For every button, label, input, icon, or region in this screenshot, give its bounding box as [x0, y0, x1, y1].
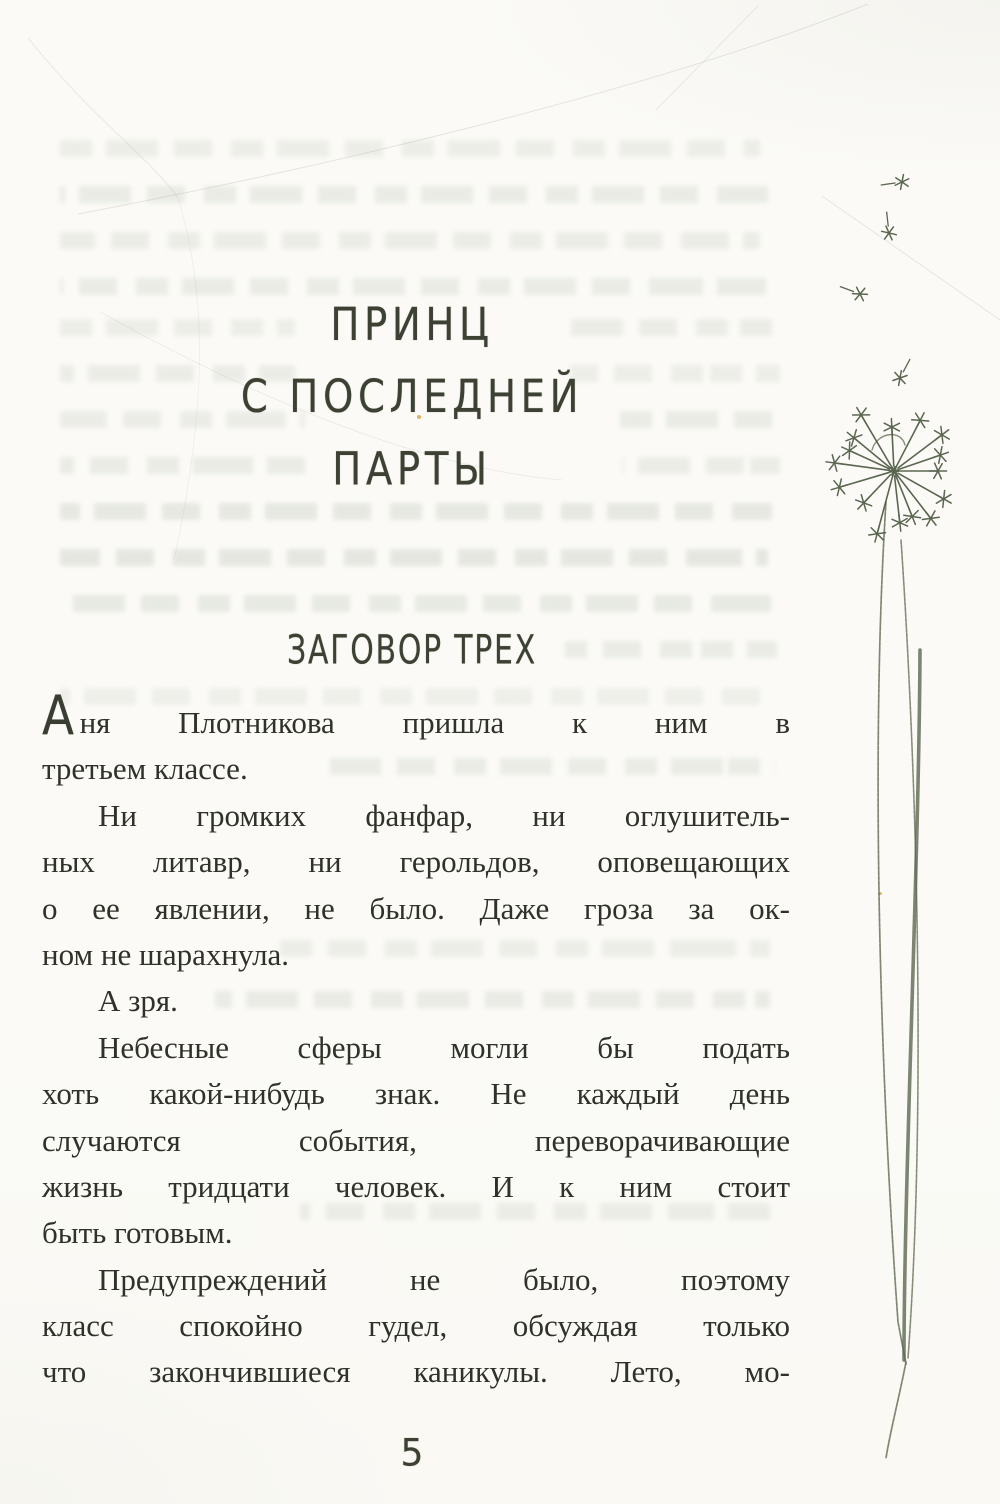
bleedthrough-line — [60, 186, 768, 203]
body-line: случаются события, переворачивающие — [42, 1122, 790, 1158]
book-title-line: ПРИНЦ — [330, 297, 494, 351]
body-line: А зря. — [98, 983, 178, 1019]
body-line: класс спокойно гудел, обсуждая только — [42, 1308, 790, 1344]
body-line: Аня Плотникова пришла к ним в — [42, 684, 790, 748]
body-line: Небесные сферы могли бы подать — [98, 1029, 790, 1065]
page-number: 5 — [400, 1431, 424, 1475]
book-title-line: ПАРТЫ — [332, 442, 492, 496]
body-line: Предупреждений не было, поэтому — [98, 1261, 790, 1297]
body-line: быть готовым. — [42, 1215, 233, 1251]
bleedthrough-line — [60, 549, 768, 566]
body-line: третьем классе. — [42, 751, 248, 787]
bleedthrough-line — [60, 503, 772, 520]
body-line: о ее явлении, не было. Даже гроза за ок- — [42, 890, 790, 926]
body-line: хоть какой-нибудь знак. Не каждый день — [42, 1076, 790, 1112]
bleedthrough-line — [60, 595, 772, 612]
book-title — [72, 288, 753, 505]
body-line-text: ня Плотникова пришла к ним в — [79, 705, 790, 740]
dandelion-seed-head — [826, 175, 951, 542]
body-line: что закончившиеся каникулы. Лето, мо- — [42, 1354, 790, 1390]
body-text — [42, 684, 790, 1396]
bleedthrough-line — [60, 140, 760, 157]
dandelion-stems — [872, 435, 920, 1458]
body-line: ных литавр, ни герольдов, оповещающих — [42, 844, 790, 880]
bleedthrough-line — [60, 232, 760, 249]
body-line: ном не шарахнула. — [42, 936, 290, 972]
chapter-title: ЗАГОВОР ТРЕХ — [287, 626, 537, 675]
book-title-line: С ПОСЛЕДНЕЙ — [240, 370, 584, 423]
ink-speck — [878, 892, 882, 895]
body-line: жизнь тридцати человек. И к ним стоит — [42, 1168, 790, 1204]
body-line: Ни громких фанфар, ни оглушитель- — [98, 797, 790, 833]
